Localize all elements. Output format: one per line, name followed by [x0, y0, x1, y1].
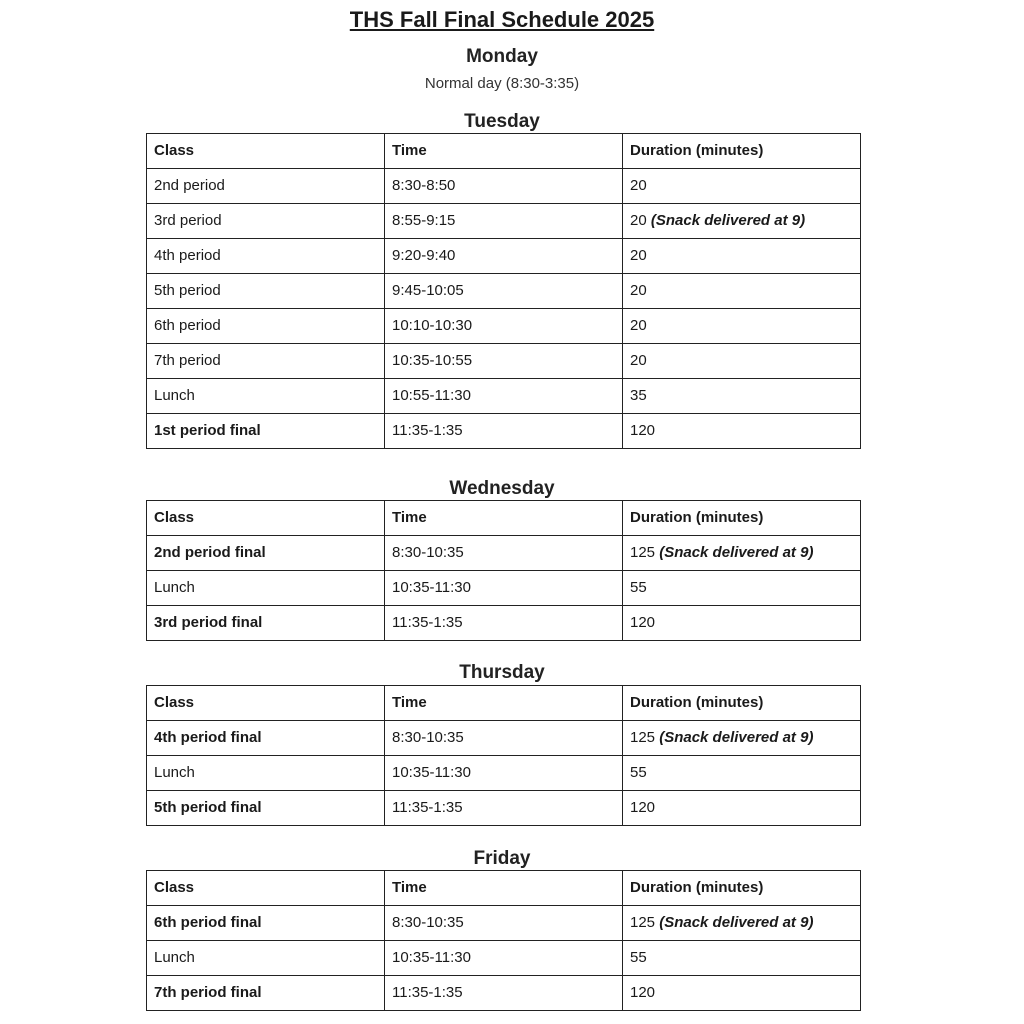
- time-cell: 10:35-11:30: [385, 571, 623, 606]
- header-duration: Duration (minutes): [623, 501, 861, 536]
- time-cell: 8:55-9:15: [385, 204, 623, 239]
- duration-cell: 20: [623, 344, 861, 379]
- header-class: Class: [147, 686, 385, 721]
- duration-cell: 20: [623, 169, 861, 204]
- table-row: [147, 414, 861, 449]
- class-cell: 7th period: [147, 344, 385, 379]
- header-time: Time: [385, 871, 623, 906]
- class-cell: 2nd period: [147, 169, 385, 204]
- table-row: [147, 941, 861, 976]
- time-cell: 10:55-11:30: [385, 379, 623, 414]
- wednesday-table: [146, 500, 861, 641]
- duration-cell: 120: [623, 414, 861, 449]
- table-row: [147, 791, 861, 826]
- header-time: Time: [385, 134, 623, 169]
- time-cell: 10:35-11:30: [385, 756, 623, 791]
- duration-value: 125: [630, 914, 656, 931]
- table-header-row: [147, 501, 861, 536]
- table-row: [147, 379, 861, 414]
- thursday-table: [146, 685, 861, 826]
- duration-cell: 35: [623, 379, 861, 414]
- class-cell: 3rd period final: [147, 606, 385, 641]
- class-cell: 4th period final: [147, 721, 385, 756]
- tuesday-table: [146, 133, 861, 449]
- time-cell: 11:35-1:35: [385, 414, 623, 449]
- duration-cell: 20: [623, 239, 861, 274]
- snack-note: (Snack delivered at 9): [659, 729, 814, 746]
- duration-cell: 120: [623, 976, 861, 1011]
- time-cell: 10:35-11:30: [385, 941, 623, 976]
- friday-table: [146, 870, 861, 1011]
- time-cell: 11:35-1:35: [385, 791, 623, 826]
- time-cell: 8:30-10:35: [385, 906, 623, 941]
- duration-cell: 120: [623, 606, 861, 641]
- header-duration: Duration (minutes): [623, 686, 861, 721]
- table-row: [147, 344, 861, 379]
- class-cell: Lunch: [147, 571, 385, 606]
- duration-value: 125: [630, 729, 656, 746]
- header-duration: Duration (minutes): [623, 871, 861, 906]
- table-row: [147, 536, 861, 571]
- class-cell: Lunch: [147, 941, 385, 976]
- time-cell: 10:10-10:30: [385, 309, 623, 344]
- class-cell: 7th period final: [147, 976, 385, 1011]
- snack-note: (Snack delivered at 9): [659, 914, 814, 931]
- table-row: [147, 571, 861, 606]
- class-cell: Lunch: [147, 756, 385, 791]
- class-cell: 5th period final: [147, 791, 385, 826]
- class-cell: 6th period final: [147, 906, 385, 941]
- class-cell: 3rd period: [147, 204, 385, 239]
- class-cell: 1st period final: [147, 414, 385, 449]
- duration-value: 20: [630, 212, 647, 229]
- duration-cell: 55: [623, 571, 861, 606]
- duration-cell: [623, 204, 861, 239]
- table-row: [147, 606, 861, 641]
- header-class: Class: [147, 871, 385, 906]
- wednesday-heading: Wednesday: [449, 478, 555, 499]
- time-cell: 9:20-9:40: [385, 239, 623, 274]
- duration-value: 125: [630, 544, 656, 561]
- class-cell: 2nd period final: [147, 536, 385, 571]
- duration-cell: 120: [623, 791, 861, 826]
- table-header-row: [147, 686, 861, 721]
- table-row: [147, 169, 861, 204]
- header-time: Time: [385, 686, 623, 721]
- snack-note: (Snack delivered at 9): [650, 212, 806, 229]
- header-class: Class: [147, 134, 385, 169]
- table-header-row: [147, 134, 861, 169]
- duration-cell: 55: [623, 756, 861, 791]
- table-header-row: [147, 871, 861, 906]
- duration-cell: [623, 721, 861, 756]
- duration-cell: 55: [623, 941, 861, 976]
- time-cell: 8:30-10:35: [385, 536, 623, 571]
- duration-cell: [623, 906, 861, 941]
- monday-note: Normal day (8:30-3:35): [424, 75, 580, 92]
- page-title: THS Fall Final Schedule 2025: [349, 7, 655, 32]
- monday-heading: Monday: [466, 46, 538, 67]
- class-cell: 6th period: [147, 309, 385, 344]
- class-cell: 5th period: [147, 274, 385, 309]
- time-cell: 11:35-1:35: [385, 606, 623, 641]
- duration-cell: [623, 536, 861, 571]
- snack-note: (Snack delivered at 9): [659, 544, 814, 561]
- friday-heading: Friday: [473, 848, 531, 869]
- header-duration: Duration (minutes): [623, 134, 861, 169]
- time-cell: 8:30-8:50: [385, 169, 623, 204]
- table-row: [147, 309, 861, 344]
- table-row: [147, 274, 861, 309]
- duration-cell: 20: [623, 274, 861, 309]
- table-row: [147, 756, 861, 791]
- table-row: [147, 239, 861, 274]
- header-time: Time: [385, 501, 623, 536]
- duration-cell: 20: [623, 309, 861, 344]
- class-cell: 4th period: [147, 239, 385, 274]
- table-row: [147, 976, 861, 1011]
- time-cell: 11:35-1:35: [385, 976, 623, 1011]
- time-cell: 10:35-10:55: [385, 344, 623, 379]
- table-row: [147, 906, 861, 941]
- time-cell: 8:30-10:35: [385, 721, 623, 756]
- tuesday-heading: Tuesday: [464, 111, 540, 132]
- thursday-heading: Thursday: [459, 662, 545, 683]
- table-row: [147, 721, 861, 756]
- header-class: Class: [147, 501, 385, 536]
- time-cell: 9:45-10:05: [385, 274, 623, 309]
- class-cell: Lunch: [147, 379, 385, 414]
- table-row: [147, 204, 861, 239]
